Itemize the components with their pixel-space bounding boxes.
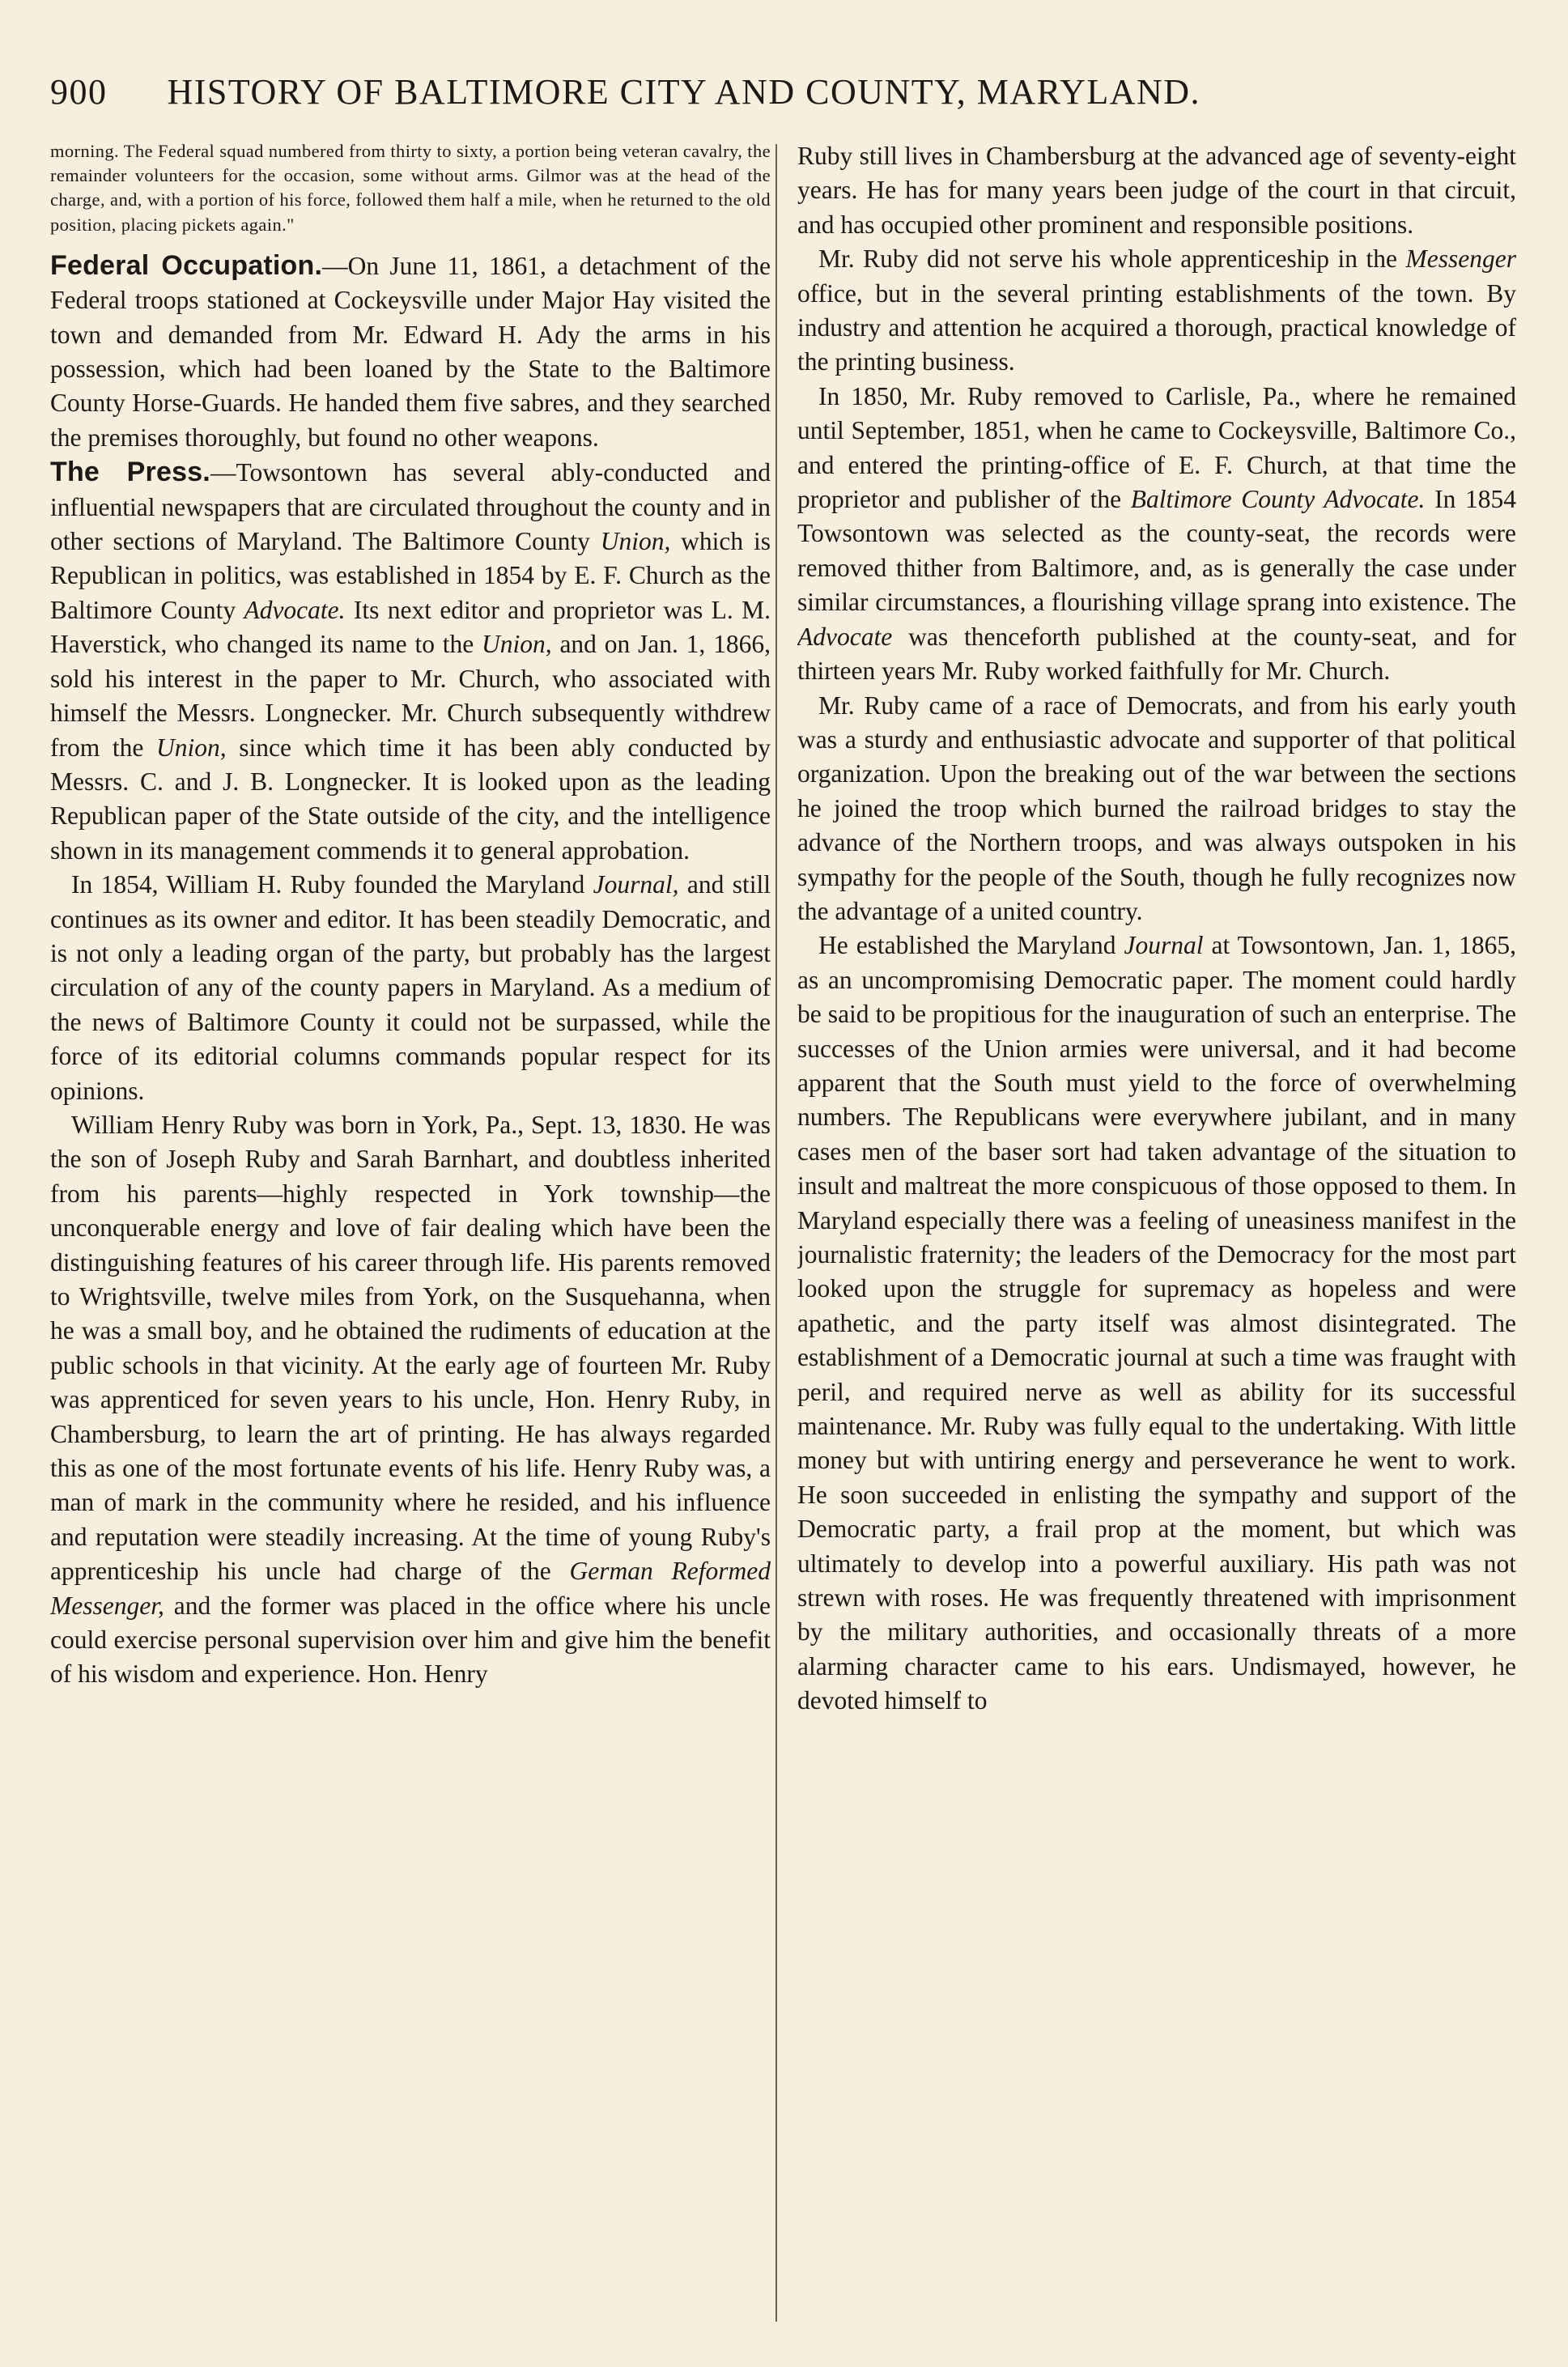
newspaper-title: Journal, bbox=[593, 870, 679, 899]
biography-paragraph: William Henry Ruby was born in York, Pa., Sept. 13, 1830. He was the son of Joseph Ruby and Sarah Barnhart, and doubtless inherited from his parents—highly respected in York township—the unconquerable energy and love of fair dealing which have been the distinguishing features of his career through life. His parents removed to Wrightsville, twelve miles from York, on the Susquehanna, when he was a small boy, and he obtained the rudiments of education at the public schools in that vicinity. At the early age of fourteen Mr. Ruby was apprenticed for seven years to his uncle, Hon. Henry Ruby, in Chambersburg, to learn the art of printing. He has always regarded this as one of the most fortunate events of his life. Henry Ruby was, a man of mark in the community where he resided, and his influence and reputation were steadily increasing. At the time of young Ruby's apprenticeship his uncle had charge of the German Reformed Messenger, and the former was placed in the office where his uncle could exercise personal supervision over him and give him the benefit of his wisdom and experience. Hon. Henry bbox=[50, 1110, 771, 1689]
newspaper-title: Journal bbox=[1124, 931, 1204, 960]
section-heading-federal-occupation: Federal Occupation. bbox=[50, 249, 323, 281]
carlisle-paragraph: In 1850, Mr. Ruby removed to Carlisle, Pa., where he remained until September, 1851, when he came to Cockeysville, Baltimore Co., and entered the printing-office of E. F. Church, at that time the proprietor and publisher of the Baltimore County Advocate. In 1854 Towsontown was selected as the county-seat, the records were removed thither from Baltimore, and, as is generally the case under similar circumstances, a flourishing village sprang into existence. The Advocate was thenceforth published at the county-seat, and for thirteen years Mr. Ruby worked faithfully for Mr. Church. bbox=[797, 381, 1516, 686]
newspaper-title: German Reformed Messenger, bbox=[50, 1557, 771, 1620]
column-divider bbox=[776, 144, 777, 2322]
newspaper-title: Union, bbox=[482, 630, 552, 659]
running-title: HISTORY OF BALTIMORE CITY AND COUNTY, MARYLAND. bbox=[167, 72, 1201, 112]
newspaper-title: Union, bbox=[155, 733, 227, 762]
paragraph-continuation: Ruby still lives in Chambersburg at the advanced age of seventy-eight years. He has for many years been judge of the court in that circuit, and has occupied other prominent and responsible positions. bbox=[797, 142, 1516, 239]
running-header bbox=[50, 71, 1313, 113]
maryland-journal-paragraph: In 1854, William H. Ruby founded the Maryland Journal, and still continues as its owner and editor. It has been steadily Democratic, and is not only a leading organ of the party, but probably has the largest circulation of any of the county papers in Maryland. As a medium of the news of Baltimore County it could not be surpassed, while the force of its editorial columns commands popular respect for its opinions. bbox=[50, 870, 771, 1105]
right-column bbox=[797, 139, 1516, 2325]
page-number: 900 bbox=[50, 72, 108, 112]
quote-continuation: morning. The Federal squad numbered from thirty to sixty, a portion being veteran cavalry, the remainder volunteers for the occasion, some without arms. Gilmor was at the head of the charge, and, with a portion of his force, followed them half a mile, when he returned to the old position, placing pickets again." bbox=[50, 141, 771, 235]
section-heading-the-press: The Press. bbox=[50, 457, 210, 488]
newspaper-title: Messenger bbox=[1405, 244, 1516, 274]
the-press-paragraph: The Press.—Towsontown has several ably-conducted and influential newspapers that are circulated throughout the county and in other sections of Maryland. The Baltimore County Union, which is Republican in politics, was established in 1854 by E. F. Church as the Baltimore County Advocate. Its next editor and proprietor was L. M. Haverstick, who changed its name to the Union, and on Jan. 1, 1866, sold his interest in the paper to Mr. Church, who associated with himself the Messrs. Longnecker. Mr. Church subsequently withdrew from the Union, since which time it has been ably conducted by Messrs. C. and J. B. Longnecker. It is looked upon as the leading Republican paper of the State outside of the city, and the intelligence shown in its management commends it to general approbation. bbox=[50, 457, 771, 865]
newspaper-title: Advocate bbox=[797, 622, 893, 651]
left-column bbox=[50, 139, 771, 2325]
journal-founding-paragraph: He established the Maryland Journal at Towsontown, Jan. 1, 1865, as an uncompromising Democratic paper. The moment could hardly be said to be propitious for the inauguration of such an enterprise. The successes of the Union armies were universal, and it had become apparent that the South must yield to the force of overwhelming numbers. The Republicans were everywhere jubilant, and in many cases men of the baser sort had taken advantage of the situation to insult and maltreat the more conspicuous of those opposed to them. In Maryland especially there was a feeling of uneasiness manifest in the journalistic fraternity; the leaders of the Democracy for the most part looked upon the struggle for supremacy as hopeless and were apathetic, and the party itself was almost disintegrated. The establishment of a Democratic journal at such a time was fraught with peril, and required nerve as well as ability for its successful maintenance. Mr. Ruby was fully equal to the undertaking. With little money but with untiring energy and perseverance he went to work. He soon succeeded in enlisting the sympathy and support of the Democratic party, a frail prop at the moment, but which was ultimately to develop into a powerful auxiliary. His path was not strewn with roses. He was frequently threatened with imprisonment by the military authorities, and occasionally threats of a more alarming character came to his ears. Undismayed, however, he devoted himself to bbox=[797, 931, 1516, 1715]
federal-occupation-paragraph: Federal Occupation.—On June 11, 1861, a detachment of the Federal troops stationed at Cockeysville under Major Hay visited the town and demanded from Mr. Edward H. Ady the arms in his possession, which had been loaned by the State to the Baltimore County Horse-Guards. He handed them five sabres, and they searched the premises thoroughly, but found no other weapons. bbox=[50, 249, 771, 452]
democrat-paragraph: Mr. Ruby came of a race of Democrats, and from his early youth was a sturdy and enthusiastic advocate and supporter of that political organization. Upon the breaking out of the war between the sections he joined the troop which burned the railroad bridges to stay the advance of the Northern troops, and was always outspoken in his sympathy for the people of the South, though he fully recognizes now the advantage of a united country. bbox=[797, 691, 1516, 925]
newspaper-title: Advocate. bbox=[244, 595, 346, 624]
newspaper-title: Union, bbox=[600, 527, 671, 556]
apprenticeship-paragraph: Mr. Ruby did not serve his whole apprenticeship in the Messenger office, but in the several printing establishments of the town. By industry and attention he acquired a thorough, practical knowledge of the printing business. bbox=[797, 244, 1516, 376]
newspaper-title: Baltimore County Advocate. bbox=[1130, 485, 1426, 514]
